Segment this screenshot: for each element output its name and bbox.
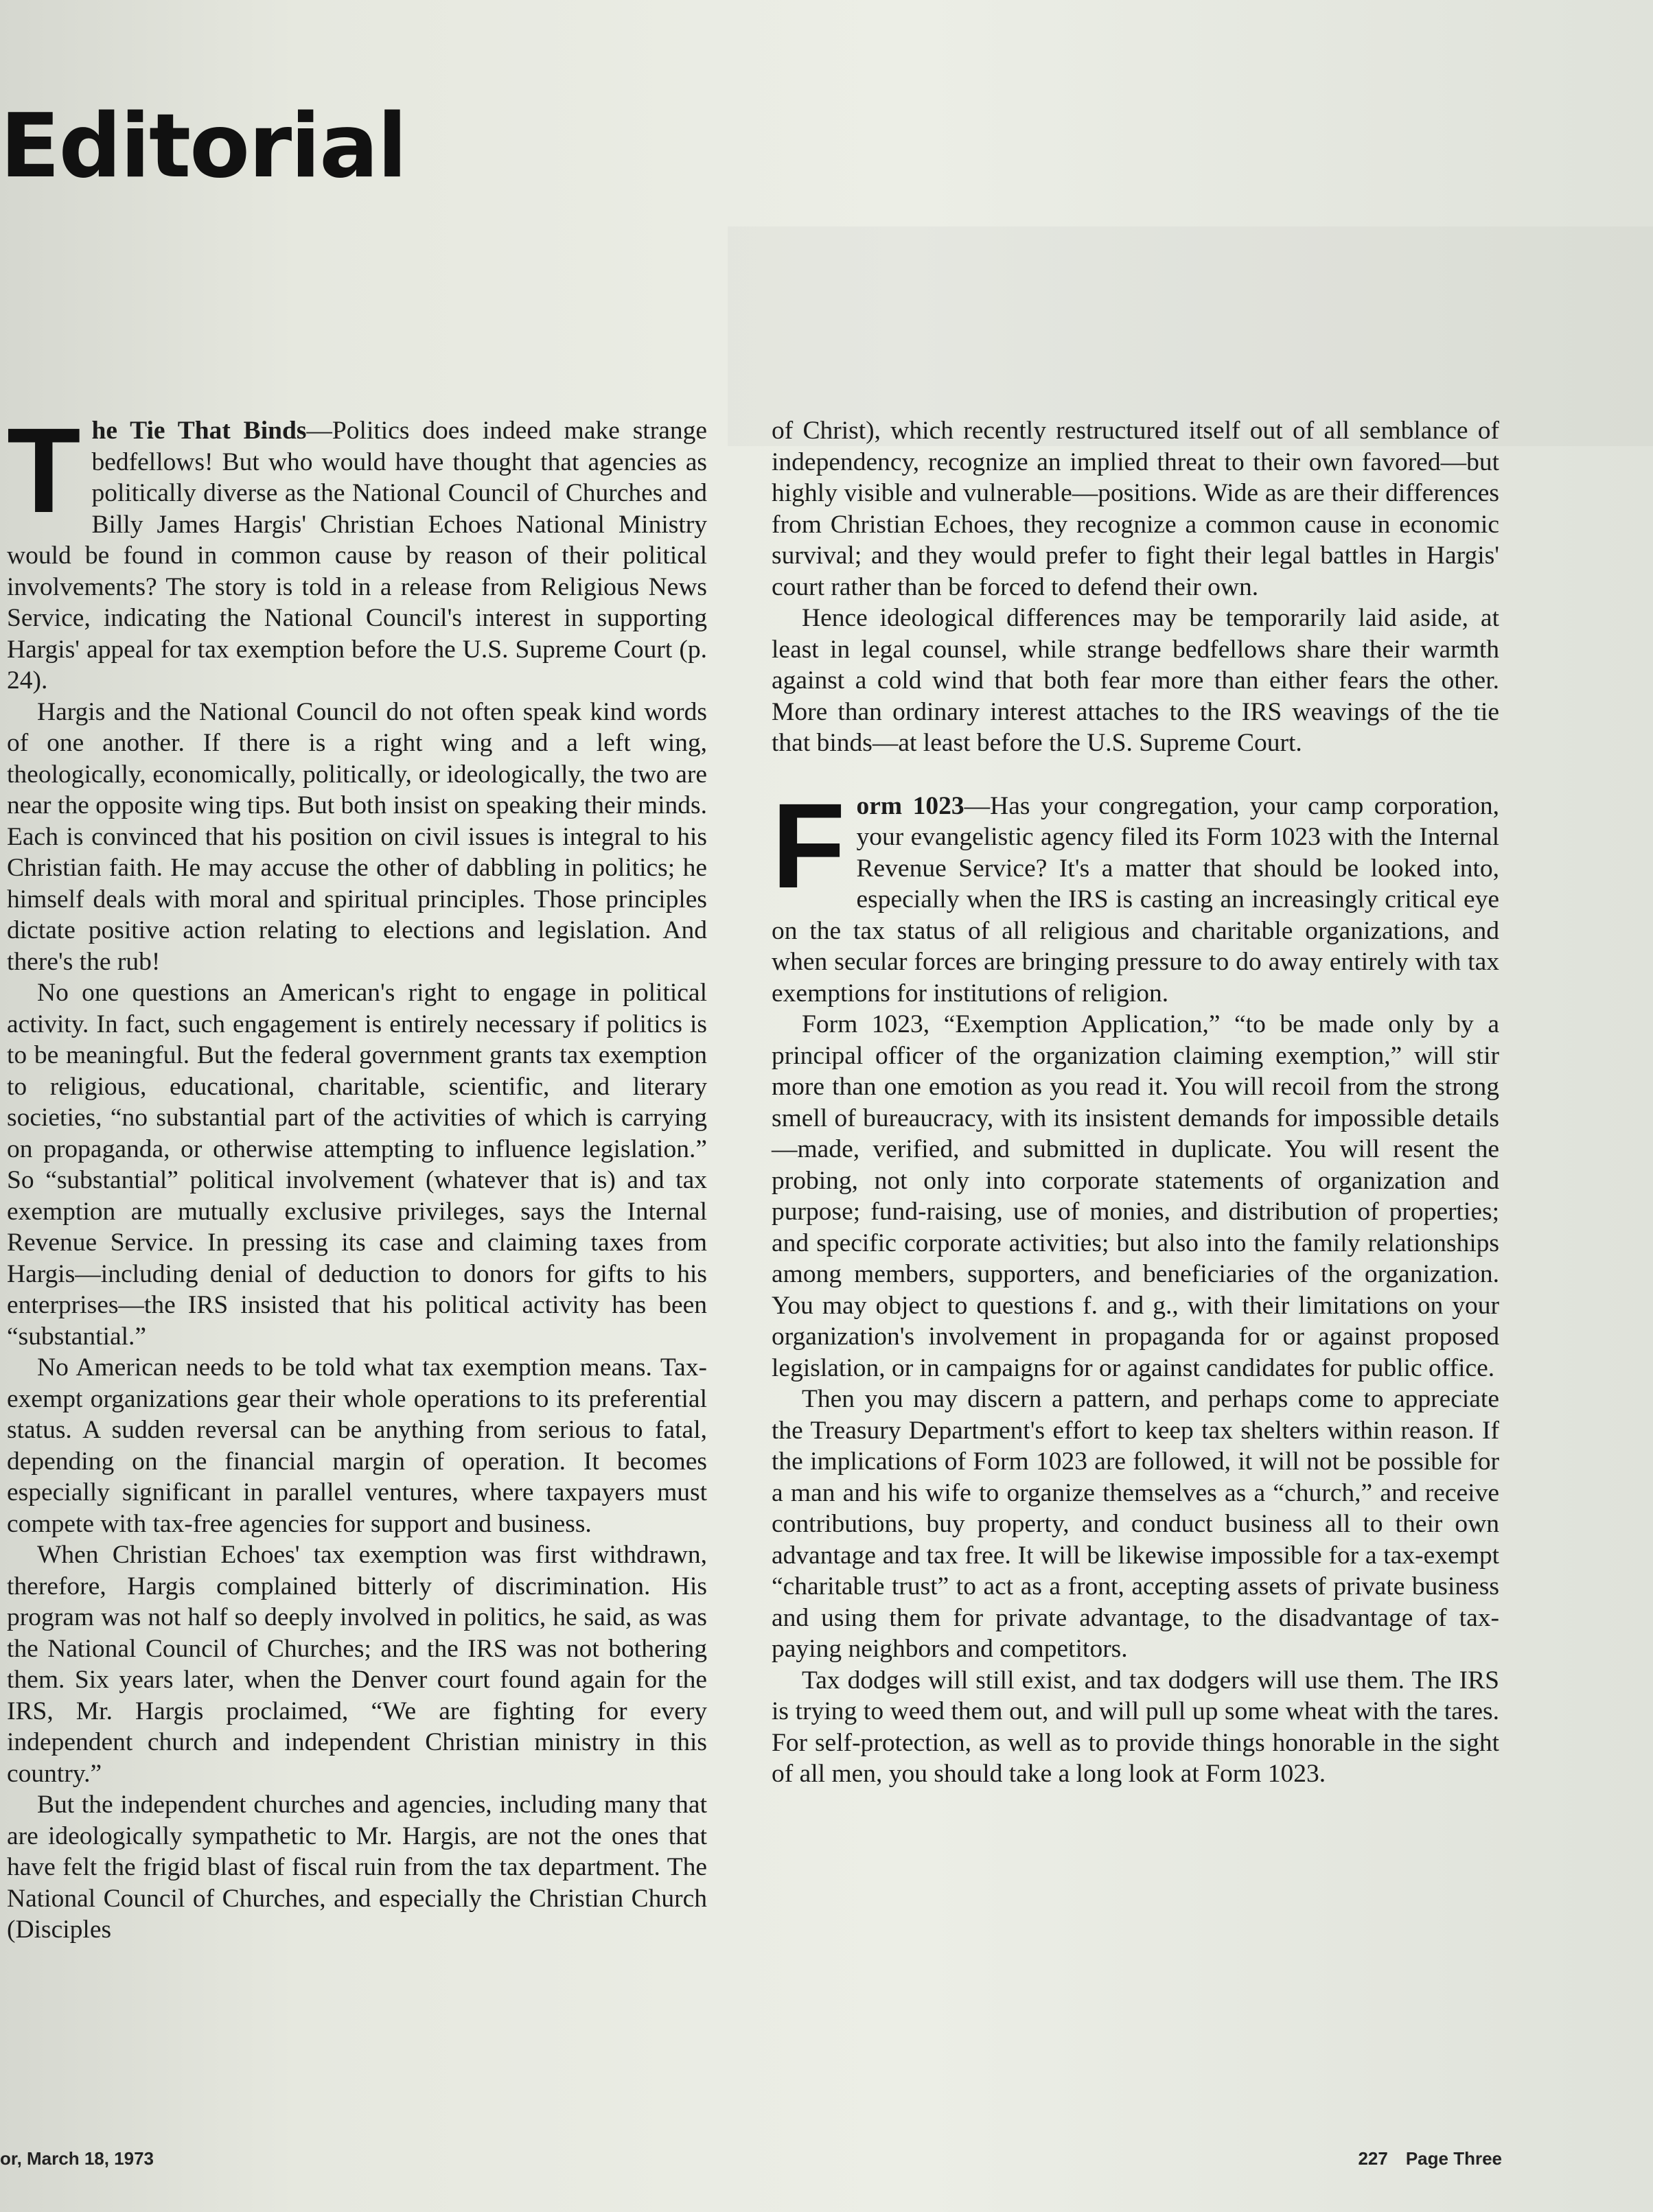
right-column [772, 415, 1499, 1790]
left-column [7, 404, 707, 1946]
article1-paragraph-5: When Christian Echoes' tax exemption was first withdrawn, therefore, Hargis complained bitterly of discrimination. His program was not half so deeply involved in politics, he said, as was the National Council of Churches; and the IRS was not bothering them. Six years later, when the Denver court found again for the IRS, Mr. Hargis proclaimed, “We are fighting for every independent church and independent Christian ministry in this country.” [7, 1541, 707, 1788]
footer-date: or, March 18, 1973 [0, 2148, 154, 2169]
article2-paragraph-4: Tax dodges will still exist, and tax dodgers will use them. The IRS is trying to weed them out, and will pull up some wheat with the tares. For self-protection, as well as to provide things honorable in the sight of all men, you should take a long look at Form 1023. [772, 1666, 1499, 1788]
article1-paragraph-4: No American needs to be told what tax exemption means. Tax-exempt organizations gear their whole operations to its preferential status. A sudden reversal can be anything from serious to fatal, depending on the financial margin of operation. It becomes especially significant in parallel ventures, where taxpayers must compete with tax-free agencies for support and business. [7, 1353, 707, 1538]
article1-paragraph-7: of Christ), which recently restructured itself out of all semblance of independency, recognize an implied threat to their own favored—but highly visible and vulnerable—positions. Wide as are their differences from Christian Echoes, they recognize a common cause in economic survival; and they would prefer to fight their legal battles in Hargis' court rather than be forced to defend their own. [772, 417, 1499, 601]
article1-paragraph-6: But the independent churches and agencies, including many that are ideologically sympathetic to Mr. Hargis, are not the ones that have felt the frigid blast of fiscal ruin from the tax department. The National Council of Churches, and especially the Christian Church (Disciples [7, 1791, 707, 1944]
article2-dropcap: F [772, 778, 846, 913]
article2-p1-text: —Has your congregation, your camp corporation, your evangelistic agency filed its Form 1023 with the Internal Revenue Service? It's a matter that should be looked into, especially when the IRS is casting an increasingly critical eye on the tax status of all religious and charitable organizations, and when secular forces are bringing pressure to do away entirely with tax exemptions for institutions of religion. [772, 791, 1499, 1008]
section-gap [772, 759, 1499, 791]
article1-dropcap: T [7, 404, 81, 538]
article1-paragraph-8: Hence ideological differences may be temporarily laid aside, at least in legal counsel, while strange bedfellows share their warmth against a cold wind that both fear more than either fears the other. More than ordinary interest attaches to the IRS weavings of the tie that binds—at least before the U.S. Supreme Court. [772, 604, 1499, 757]
article1-lead: he Tie That Binds [91, 417, 307, 445]
bleed-through-area [728, 226, 1653, 446]
article2-paragraph-3: Then you may discern a pattern, and perhaps come to appreciate the Treasury Department's effort to keep tax shelters within reason. If the implications of Form 1023 are followed, it will not be possible for a man and his wife to organize themselves as a “church,” and receive contributions, buy property, and conduct business all to their own advantage and tax free. It will be likewise impossible for a tax-exempt “charitable trust” to act as a front, accepting assets of private business and using them for private advantage, to the disadvantage of tax-paying neighbors and competitors. [772, 1385, 1499, 1663]
page-title: Editorial [0, 95, 406, 198]
article1-paragraph-3: No one questions an American's right to engage in political activity. In fact, such engagement is entirely necessary if politics is to be meaningful. But the federal government grants tax exemption to religious, educational, charitable, scientific, and literary societies, “no substantial part of the activities of which is carrying on propaganda, or otherwise attempting to influence legislation.” So “substantial” political involvement (whatever that is) and tax exemption are mutually exclusive privileges, says the Internal Revenue Service. In pressing its case and claiming taxes from Hargis—including denial of deduction to donors for gifts to his enterprises—the IRS insisted that his political activity has been “substantial.” [7, 979, 707, 1351]
article1-paragraph-1 [7, 404, 707, 697]
article1-paragraph-2: Hargis and the National Council do not often speak kind words of one another. If there is a right wing and a left wing, theologically, economically, politically, or ideologically, the two are near the opposite wing tips. But both insist on speaking their minds. Each is convinced that his position on civil issues is integral to his Christian faith. He may accuse the other of dabbling in politics; he himself deals with moral and spiritual principles. Those principles dictate positive action relating to elections and legislation. And there's the rub! [7, 697, 707, 976]
article2-paragraph-1 [772, 778, 1499, 1010]
article2-lead: orm 1023 [856, 791, 964, 820]
footer-page-label: Page Three [1405, 2148, 1502, 2169]
article1-p1-text: —Politics does indeed make strange bedfellows! But who would have thought that agencies as politically diverse as the National Council of Churches and Billy James Hargis' Christian Echoes National Ministry would be found in common cause by reason of their political involvements? The story is told in a release from Religious News Service, indicating the National Council's interest in supporting Hargis' appeal for tax exemption before the U.S. Supreme Court (p. 24). [7, 417, 707, 695]
article2-paragraph-2: Form 1023, “Exemption Application,” “to be made only by a principal officer of the organization claiming exemption,” will stir more than one emotion as you read it. You will recoil from the strong smell of bureaucracy, with its insistent demands for impossible details—made, verified, and submitted in duplicate. You will resent the probing, not only into corporate statements of organization and purpose; fund-raising, use of monies, and distribution of properties; and specific corporate activities; but also into the family relationships among members, supporters, and beneficiaries of the organization. You may object to questions f. and g., with their limitations on your organization's involvement in propaganda for or against proposed legislation, or in campaigns for or against candidates for public office. [772, 1010, 1499, 1382]
footer-page [1340, 2148, 1502, 2169]
footer-page-number: 227 [1358, 2148, 1388, 2169]
